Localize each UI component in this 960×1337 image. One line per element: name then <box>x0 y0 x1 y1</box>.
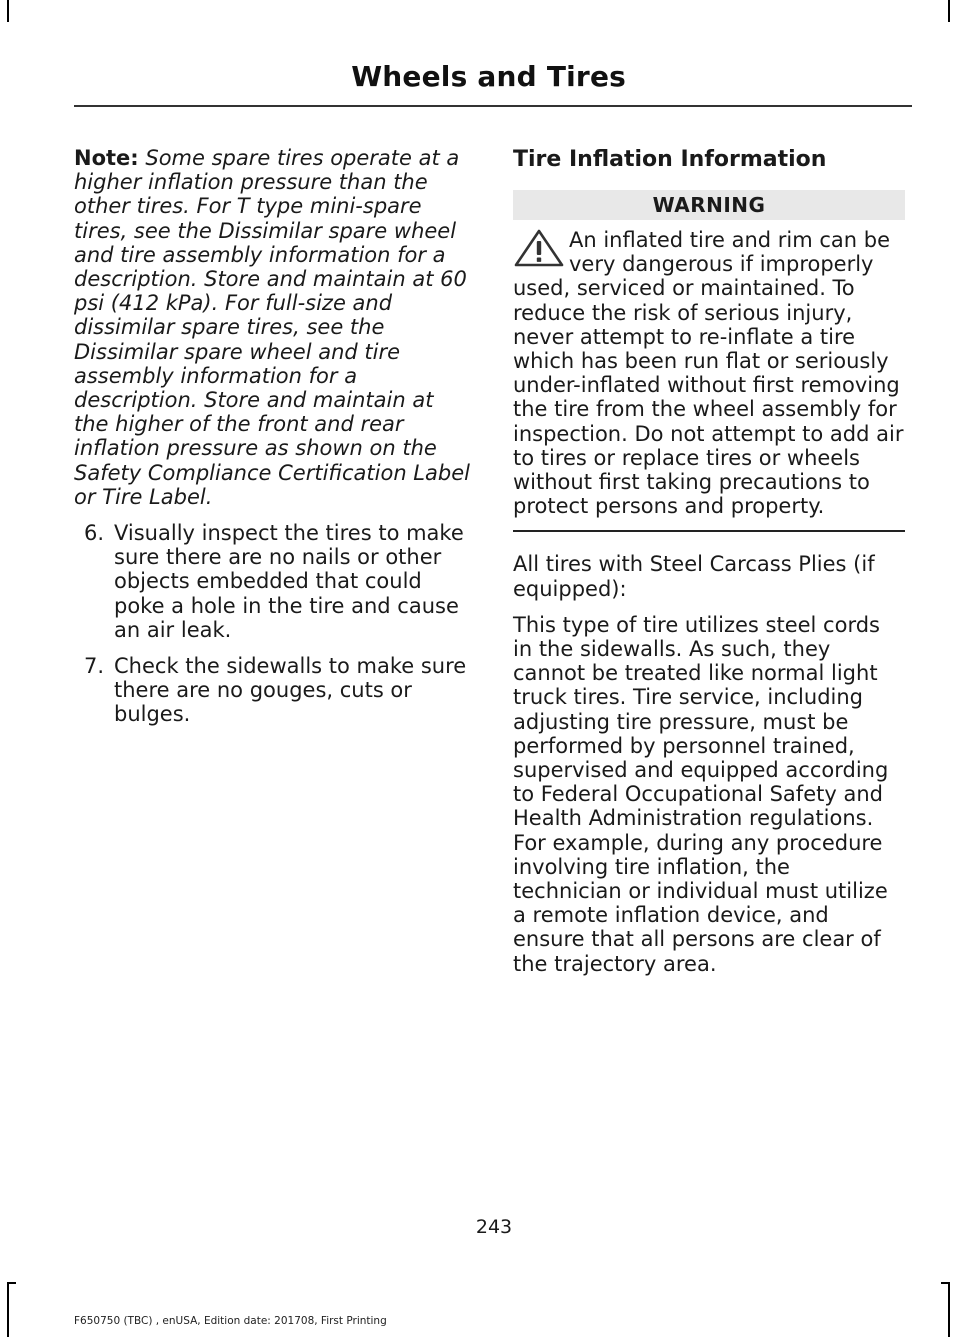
step-item <box>74 654 474 727</box>
page-header-title: Wheels and Tires <box>351 60 626 93</box>
crop-mark-top-right <box>948 0 950 22</box>
warning-end-rule <box>513 530 905 532</box>
inspection-steps <box>74 521 474 727</box>
crop-mark-bottom-left <box>7 1282 9 1337</box>
step-text: Visually inspect the tires to make sure there are no nails or other objects embedded that could poke a hole in the tire and cause an air leak. <box>114 521 464 642</box>
left-column <box>74 146 474 739</box>
warning-text-block <box>513 228 905 518</box>
crop-mark-bottom-right-tick <box>941 1282 950 1284</box>
note-label: Note: <box>74 146 139 170</box>
step-number: 7. <box>84 654 105 679</box>
right-column <box>513 146 905 988</box>
crop-mark-top-left <box>7 0 9 22</box>
note-text: Some spare tires operate at a higher inflation pressure than the other tires. For T type mini-spare tires, see the Dissimilar spare wheel and tire assembly information for a description. Store and maintain at 60 psi (412 kPa). For full-size and dissimilar spare tires, see the Dissimilar spare wheel and tire assembly information for a description. Store and maintain at the higher of the front and rear inflation pressure as shown on the Safety Compliance Certification Label or Tire Label. <box>74 146 470 509</box>
step-text: Check the sidewalls to make sure there are no gouges, cuts or bulges. <box>114 654 467 727</box>
step-number: 6. <box>84 521 105 546</box>
crop-mark-bottom-right <box>948 1282 950 1337</box>
section-title: Tire Inflation Information <box>513 147 827 172</box>
step-item <box>74 521 474 642</box>
header-rule <box>74 105 912 107</box>
crop-mark-bottom-left-tick <box>7 1282 16 1284</box>
warning-triangle-icon <box>513 228 565 268</box>
page-number: 243 <box>475 1216 513 1238</box>
paragraph-steel-cords: This type of tire utilizes steel cords in the sidewalls. As such, they cannot be treated like normal light truck tires. Tire service, including adjusting tire pressure, must be performed by personnel trained, supervised and equipped according to Federal Occupational Safety and Health Administration regulations. For example, during any procedure involving tire inflation, the technician or individual must utilize a remote inflation device, and ensure that all persons are clear of the trajectory area. <box>513 612 889 976</box>
footer-edition: F650750 (TBC) , enUSA, Edition date: 201708, First Printing <box>74 1315 387 1327</box>
warning-text: An inflated tire and rim can be very dangerous if improperly used, serviced or maintained. To reduce the risk of serious injury, never attempt to re-inflate a tire which has been run flat or seriously under-inflated without first removing the tire from the wheel assembly for inspection. Do not attempt to add air to tires or replace tires or wheels without first taking precautions to protect persons and property. <box>513 228 904 519</box>
spare-tire-note <box>74 146 474 509</box>
paragraph-steel-plies: All tires with Steel Carcass Plies (if equipped): <box>513 552 875 601</box>
warning-banner: WARNING <box>513 190 905 220</box>
